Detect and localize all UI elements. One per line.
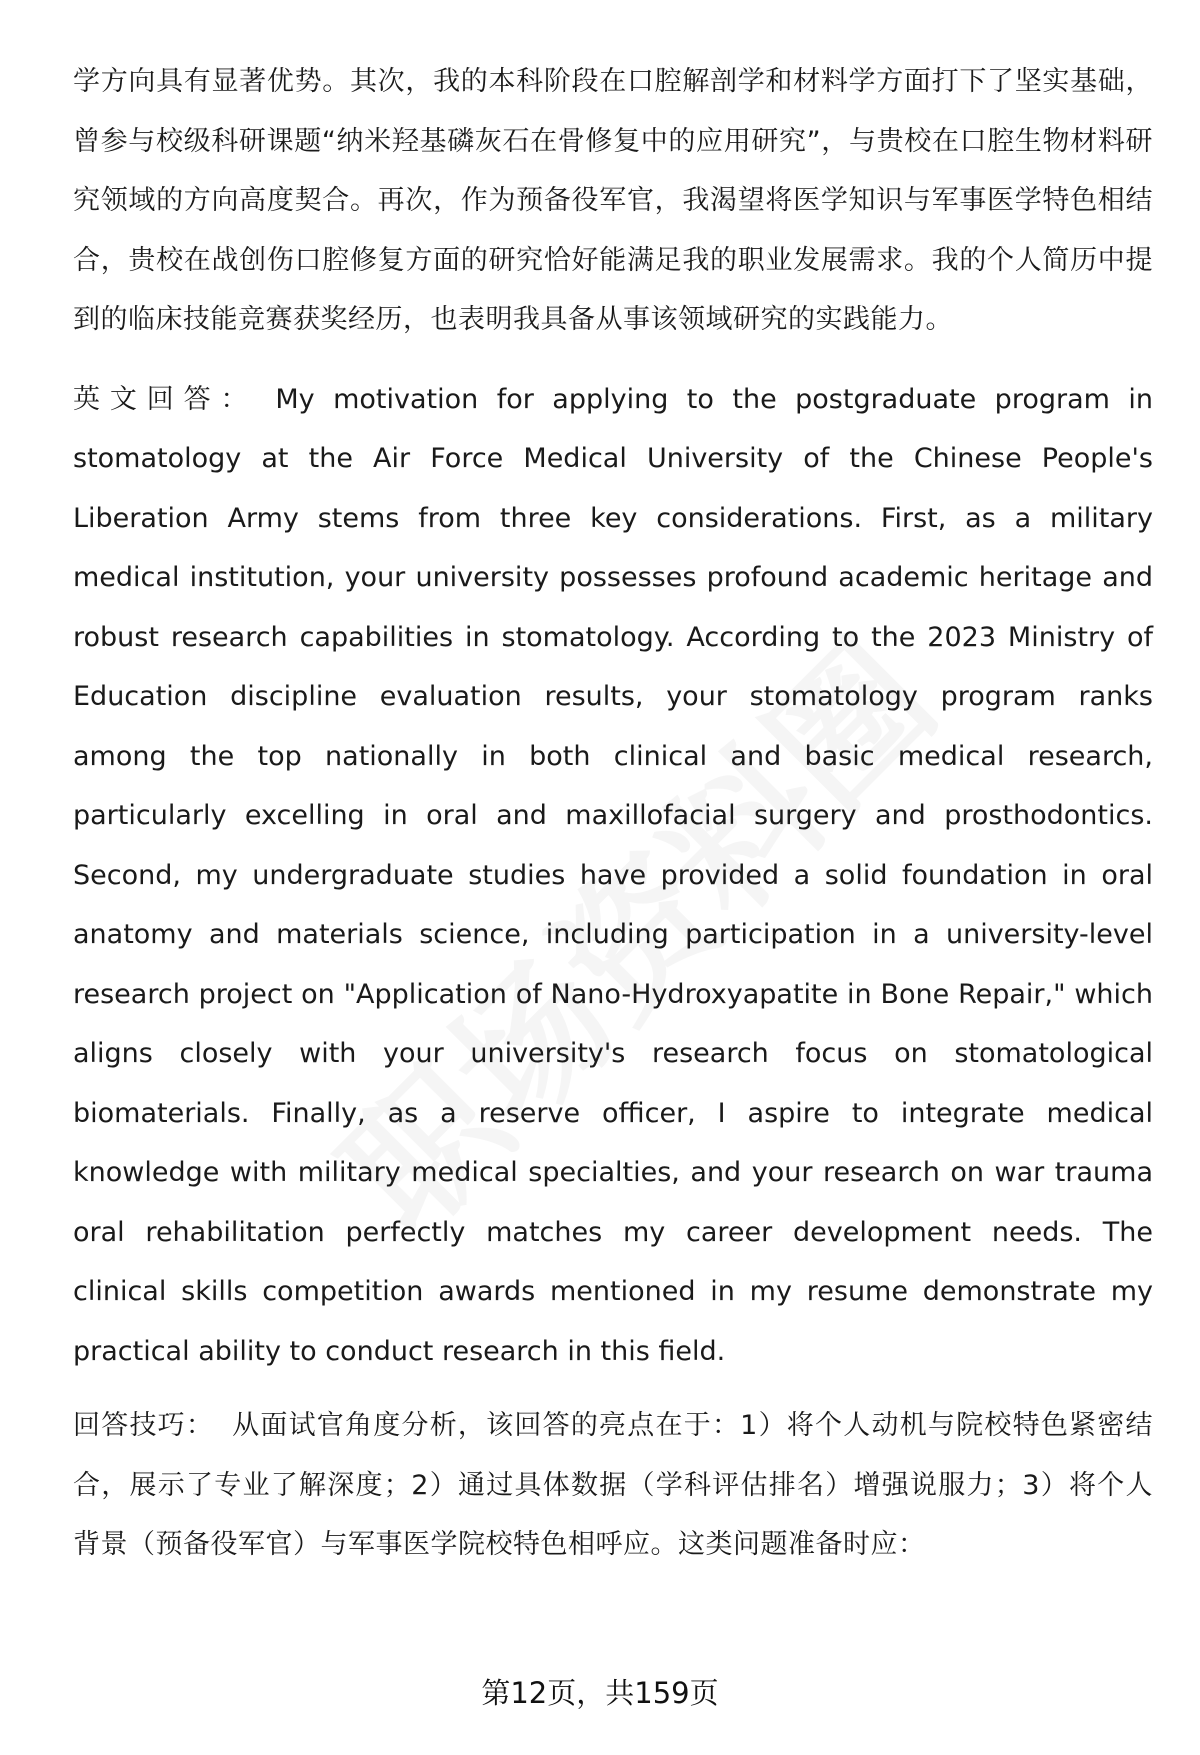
answer-tips-label: 回答技巧：	[73, 1410, 215, 1441]
english-answer-paragraph	[73, 370, 1153, 1382]
chinese-answer-paragraph: 学方向具有显著优势。其次，我的本科阶段在口腔解剖学和材料学方面打下了坚实基础，曾参与校级科研课题“纳米羟基磷灰石在骨修复中的应用研究”，与贵校在口腔生物材料研究领域的方向高度契合。再次，作为预备役军官，我渴望将医学知识与军事医学特色相结合，贵校在战创伤口腔修复方面的研究恰好能满足我的职业发展需求。我的个人简历中提到的临床技能竞赛获奖经历，也表明我具备从事该领域研究的实践能力。	[73, 66, 1153, 335]
document-page	[73, 52, 1153, 1575]
page-number: 第12页，共159页	[481, 1676, 719, 1710]
english-answer-label: 英文回答：	[73, 383, 258, 415]
answer-tips-paragraph	[73, 1396, 1153, 1575]
answer-tips-text: 从面试官角度分析，该回答的亮点在于：1）将个人动机与院校特色紧密结合，展示了专业了解深度；2）通过具体数据（学科评估排名）增强说服力；3）将个人背景（预备役军官）与军事医学院校特色相呼应。这类问题准备时应：	[73, 1410, 1153, 1560]
english-answer-text: My motivation for applying to the postgraduate program in stomatology at the Air Force Medical University of the Chinese People's Liberation Army stems from three key considerations. First, as a military medical institution, your university possesses profound academic heritage and robust research capabilities in stomatology. According to the 2023 Ministry of Education discipline evaluation results, your stomatology program ranks among the top nationally in both clinical and basic medical research, particularly excelling in oral and maxillofacial surgery and prosthodontics. Second, my undergraduate studies have provided a solid foundation in oral anatomy and materials science, including participation in a university-level research project on "Application of Nano-Hydroxyapatite in Bone Repair," which aligns closely with your university's research focus on stomatological biomaterials. Finally, as a reserve officer, I aspire to integrate medical knowledge with military medical specialties, and your research on war trauma oral rehabilitation perfectly matches my career development needs. The clinical skills competition awards mentioned in my resume demonstrate my practical ability to conduct research in this field.	[73, 383, 1154, 1367]
